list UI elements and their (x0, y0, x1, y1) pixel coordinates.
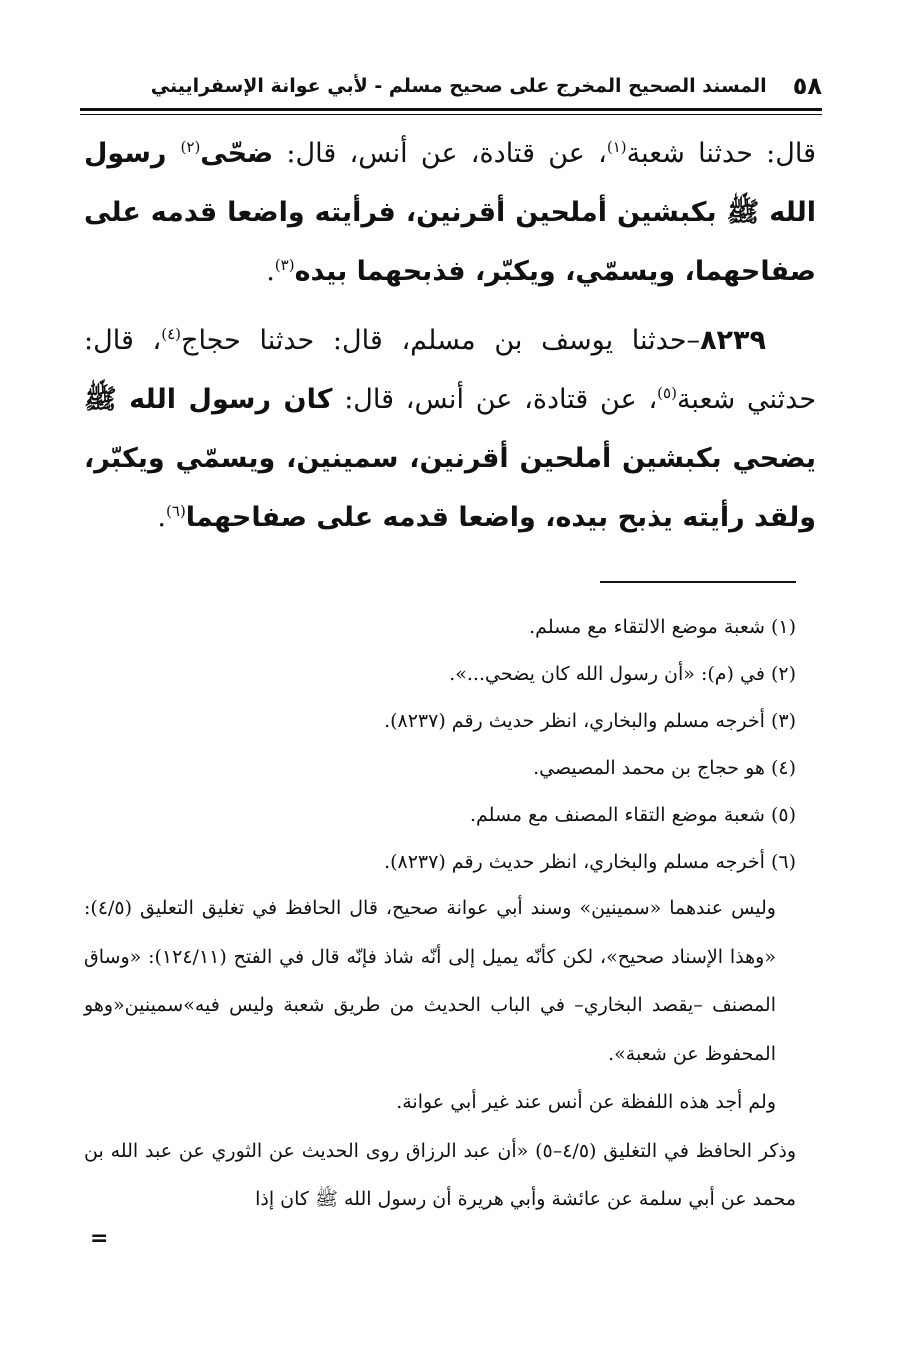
p2-text-b: ، قال: حدثني شعبة (84, 325, 817, 415)
paragraph-1 (84, 124, 816, 301)
footnote-3: (٣) أخرجه مسلم والبخاري، انظر حديث رقم (٨٢٣٧). (384, 710, 796, 732)
running-title: المسند الصحيح المخرج على صحيح مسلم - لأبي عوانة الإسفراييني (150, 75, 767, 97)
paragraph-2 (84, 311, 816, 547)
footnote-ref-1: (١) (606, 138, 627, 156)
footnote-note-2: ولم أجد هذه اللفظة عن أنس عند غير أبي عوانة. (396, 1091, 776, 1113)
footnote-continuation (84, 884, 796, 1224)
p1-bold-c: ضحّى (200, 138, 274, 169)
footnotes-list (84, 604, 796, 886)
continuation-mark: = (90, 1226, 109, 1251)
header-rule (80, 108, 822, 115)
p2-bold-d: كان رسول الله ﷺ يضحي بكبشين أملحين أقرنين، سمينين، ويسمّي ويكبّر، ولقد رأيته يذبح بيده، واضعا قدمه على صفاحهما (84, 384, 816, 533)
p1-bold-d: رسول الله ﷺ بكبشين أملحين أقرنين، فرأيته واضعا قدمه على صفاحهما، ويسمّي، ويكبّر، فذبحهما بيده (84, 138, 816, 287)
p1-text-b: ، عن قتادة، عن أنس، قال: (273, 138, 607, 169)
footnote-note-3: وذكر الحافظ في التغليق (٤/٥–٥) «أن عبد الرزاق روى الحديث عن الثوري عن عبد الله بن محمد عن أبي سلمة عن عائشة وأبي هريرة أن رسول الله ﷺ كان إذا (84, 1139, 797, 1210)
p1-end: . (266, 256, 275, 287)
footnote-ref-2: (٢) (180, 138, 201, 156)
p2-text-a: –حدثنا يوسف بن مسلم، قال: حدثنا حجاج (181, 325, 701, 356)
page-number: ٥٨ (792, 72, 822, 100)
p1-text-a: قال: حدثنا شعبة (626, 138, 816, 169)
footnote-separator (600, 581, 796, 583)
page-header (80, 66, 822, 106)
hadith-number: ٨٢٣٩ (700, 325, 766, 356)
footnote-1: (١) شعبة موضع الالتقاء مع مسلم. (529, 616, 796, 638)
p2-text-c: ، عن قتادة، عن أنس، قال: (332, 384, 658, 415)
p2-end: . (157, 502, 167, 533)
footnote-4: (٤) هو حجاج بن محمد المصيصي. (533, 757, 796, 779)
main-text (84, 124, 816, 551)
footnote-ref-4: (٤) (161, 325, 182, 343)
footnote-6: (٦) أخرجه مسلم والبخاري، انظر حديث رقم (٨٢٣٧). (384, 851, 796, 873)
footnote-ref-5: (٥) (657, 384, 677, 402)
footnote-ref-3: (٣) (274, 256, 295, 274)
footnote-2: (٢) في (م): «أن رسول الله كان يضحي...». (449, 663, 796, 685)
footnote-5: (٥) شعبة موضع التقاء المصنف مع مسلم. (470, 804, 796, 826)
footnote-note-1: وليس عندهما «سمينين» وسند أبي عوانة صحيح، قال الحافظ في تغليق التعليق (٤/٥): «وهذا الإسناد صحيح»، لكن كأنّه يميل إلى أنّه شاذ فإنّه قال في الفتح (١٢٤/١١): «وساق المصنف –يقصد البخاري– في الباب الحديث من طريق شعبة وليس فيه»سمينين«وهو المحفوظ عن شعبة». (84, 897, 776, 1065)
footnote-ref-6: (٦) (166, 502, 186, 520)
